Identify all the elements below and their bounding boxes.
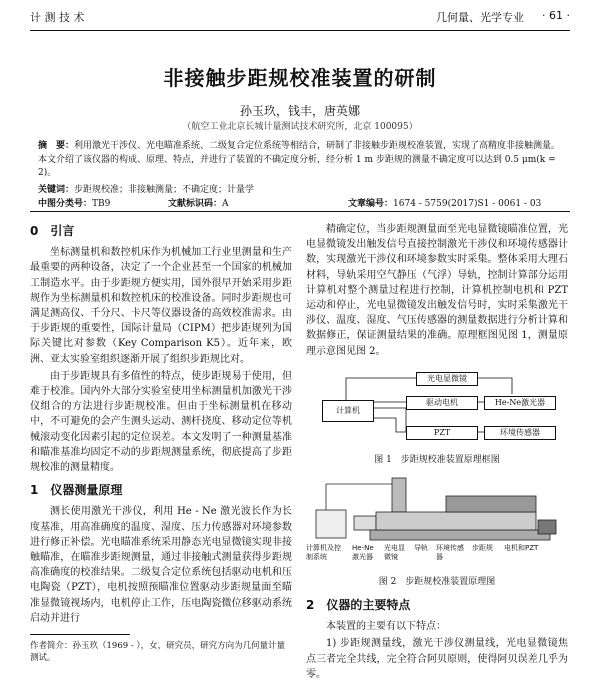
- footnote-rule: [30, 634, 130, 635]
- section-name: 几何量、光学专业: [436, 11, 525, 24]
- section-2-item-1: 1) 步距规测量线，激光干涉仪测量线，光电显微镜焦点三者完全共线，完全符合阿贝原则，使得阿贝误差几乎为零。: [306, 638, 568, 680]
- left-column: [30, 222, 292, 628]
- figure-2-schematic: [306, 472, 568, 572]
- page-header: [30, 8, 570, 26]
- figure-2-label-stepgauge: 步距规: [472, 544, 493, 552]
- section-0-para-1: 坐标测量机和数控机床作为机械加工行业里测量和生产最重要的两种设备，决定了一个企业甚至一个国家的机械加工制造水平。由于步距规方便实用，国外很早开始采用步距规作为坐标测量机和数控机床的校准设备。同时步距规也可满足测高仪、千分尺、卡尺等仪器设备的高效校准需求。由于步距规的重要性，国际计量局（CIPM）把步距规列为国际关键比对参数（Key Comparison K5）。近年来，欧洲、亚太实验室组织逐渐开展了组织步距规比对。: [30, 247, 292, 365]
- figure-2-label-motor: 电机和PZT: [504, 544, 539, 552]
- figure-1-env-box: 环境传感器: [484, 426, 556, 440]
- section-1-heading: 1 仪器测量原理: [30, 483, 123, 498]
- right-para-1: 精确定位，当步距规测量面至光电显微镜瞄准位置，光电显微镜发出触发信号直接控制激光干涉仪和环境传感器计数，实现激光干涉仪和环境参数实时采集。整体采用大理石材料，导轨采用空气静压（气浮）导轨，控制计算部分运用计算机对整个测量过程进行控制，计算机控制电机和 PZT 运动和停止，光电显微镜发出触发信号时，实时采集激光干涉仪、温度、湿度、气压传感器的测量数据进行分析计算和数据修正，保证测量结果的准确。原理框图见图 1，测量原理示意图见图 2。: [306, 224, 568, 357]
- figure-1-laser-box: He-Ne激光器: [484, 396, 556, 410]
- figure-2-label-microscope: 光电显微镜: [384, 544, 405, 561]
- keywords: [38, 182, 562, 195]
- figure-1-microscope-box: 光电显微镜: [416, 372, 478, 386]
- figure-1-block-diagram: [306, 372, 568, 448]
- article-label: 文章编号：: [348, 199, 394, 209]
- article-value: 1674 - 5759(2017)S1 - 0061 - 03: [393, 199, 542, 209]
- page-number: · 61 ·: [542, 9, 570, 22]
- abstract-label: 摘 要：: [38, 141, 75, 151]
- figure-1-computer-box: 计算机: [322, 400, 374, 422]
- figure-2-drawing: [306, 472, 568, 542]
- doc-value: A: [222, 199, 229, 209]
- section-0-heading: 0 引言: [30, 224, 75, 238]
- figure-1-caption: 图 1 步距规校准装置原理框图: [374, 455, 500, 465]
- right-column: [306, 222, 568, 361]
- abstract-text: 利用激光干涉仪、光电瞄准系统、二级复合定位系统等相结合，研制了非接触步距规校准装置，实现了高精度非接触测量。本文介绍了该仪器的构成、原理、特点，并进行了装置的不确定度分析，经分析 1 m 步距规的测量不确定度可以达到 0.5 μm(k = 2)。: [38, 141, 561, 178]
- abstract: [38, 140, 562, 181]
- doc-label: 文献标识码：: [168, 199, 223, 209]
- paper-title: 非接触步距规校准装置的研制: [163, 66, 437, 90]
- figure-2-label-rail: 导轨: [414, 544, 428, 552]
- figure-2-label-computer: 计算机及控制系统: [306, 544, 341, 561]
- figure-1-pzt-box: PZT: [406, 426, 478, 440]
- figure-2-label-env: 环境传感器: [436, 544, 464, 561]
- keywords-text: 步距规校准；非接触测量；不确定度；计量学: [74, 185, 255, 195]
- clc-value: TB9: [92, 199, 111, 209]
- header-rule: [30, 30, 570, 31]
- figure-1-motor-box: 驱动电机: [406, 396, 478, 410]
- section-0-para-2: 由于步距规具有多值性的特点，使步距规易于使用，但难于校准。国内外大部分实验室使用坐标测量机加激光干涉仪组合的方法进行步距规校准。但由于坐标测量机在移动中，不可避免的会产生测头运动、测杆挠度、移动定位等机械滚动变化因素引起的定位误差。本文发明了一种测量基准和瞄准基准均固定不动的步距规测量系统，彻底提高了步距规校准的测量精度。: [30, 370, 292, 474]
- right-column-lower: [306, 596, 568, 684]
- classification-line: [38, 196, 562, 209]
- footnote: 作者简介：孙玉玖（1969 - ），女，研究员，研究方向为几何量计量测试。: [30, 641, 286, 663]
- section-2-heading: 2 仪器的主要特点: [306, 598, 411, 612]
- figure-2-caption: 图 2 步距规校准装置原理图: [378, 577, 496, 587]
- abstract-rule: [30, 211, 570, 212]
- keywords-label: 关键词：: [38, 185, 75, 195]
- section-1-para-1: 测长使用激光干涉仪，利用 He - Ne 激光波长作为长度基准，用高准确度的温度、湿度、压力传感器对环境参数进行修正补偿。光电瞄准系统采用静态光电显微镜实现非接触瞄准，在瞄准步距规测量，通过非接触式测量获得步距规高准确度的校准结果。二级复合定位系统包括驱动电机和压电陶瓷（PZT），电机按照预瞄准位置驱动步距规量面至瞄准显微镜视场内，电机停止工作，压电陶瓷微位移驱动系统启动并进行: [30, 506, 292, 624]
- authors: 孙玉玖，钱丰，唐英娜: [239, 104, 360, 118]
- journal-name: 计 测 技 术: [30, 11, 85, 24]
- clc-label: 中图分类号：: [38, 199, 93, 209]
- section-2-intro: 本装置的主要有以下特点：: [326, 621, 446, 633]
- figure-2-label-laser: He-Ne激光器: [352, 544, 374, 561]
- affiliation: （航空工业北京长城计量测试技术研究所，北京 100095）: [182, 122, 418, 132]
